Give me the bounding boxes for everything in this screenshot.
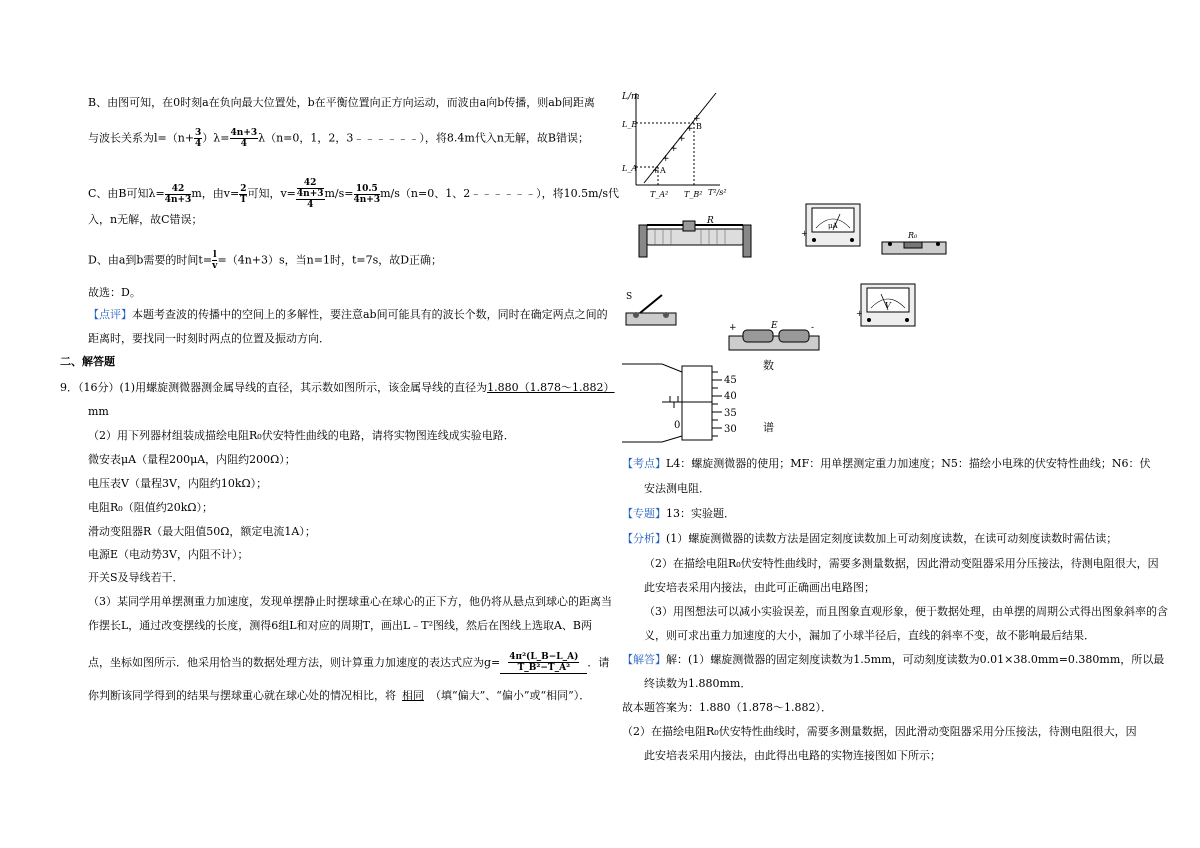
question-9-part3-line3: 点，坐标如图所示．他采用恰当的数据处理方法，则计算重力加速度的表达式应为g= $\frac{\text{4π²(L\_B−L\_A)}}{\text{T\_B²−T\_A²}}$ ．请 (88, 652, 610, 673)
option-b-line1: B、由图可知，在0时刻a在负向最大位置处，b在平衡位置向正方向运动，而波由a向b传播，则ab间距离 (88, 96, 595, 109)
micrometer-mark: 45 (724, 375, 737, 386)
fenxi-tag: 【分析】 (622, 532, 666, 545)
question-9-unit: mm (88, 405, 109, 418)
zhuanti-tag: 【专题】 (622, 507, 666, 520)
rheostat-figure (635, 215, 755, 265)
figure-note: 数 (763, 359, 774, 372)
answer-blank: 1.880（1.878～1.882） (487, 381, 615, 394)
answer-blank: 相同 (402, 689, 424, 702)
data-point: + (652, 166, 660, 176)
jieda-line4: （2）在描绘电阻R₀伏安特性曲线时，需要多测量数据，因此滑动变阻器采用分压接法，待测电阻很大，因 (622, 725, 1137, 738)
point-b-label: B (696, 122, 702, 131)
jieda-line3: 故本题答案为：1.880（1.878～1.882）． (622, 701, 832, 714)
question-9-part3-line1: （3）某同学用单摆测重力加速度，发现单摆静止时摆球重心在球心的正下方，他仍将从悬点到球心的距离当 (88, 595, 612, 608)
micrometer-mark: 40 (724, 391, 737, 402)
fenxi-line2: （2）在描绘电阻R₀伏安特性曲线时，需要多测量数据，因此滑动变阻器采用分压接法，待测电阻很大，因 (644, 557, 1159, 570)
data-point: + (693, 114, 701, 124)
section-heading: 二、解答题 (60, 355, 115, 368)
gravity-formula: $\frac{\text{4π²(L\_B−L\_A)}}{\text{T\_B²−T\_A²}}$ (500, 652, 587, 674)
r0-label: R₀ (908, 231, 918, 240)
rheostat-label: R (707, 216, 714, 226)
lb-label: L_B (622, 120, 638, 129)
question-9-part2: （2）用下列器材组装成描绘电阻R₀伏安特性曲线的电路，请将实物图连线成实验电路． (88, 429, 515, 442)
option-b-line2: 与波长关系为l=（n+ $\frac{3}{4}$ ）λ= $\frac{4n+3}{4}$ λ（n=0，1，2，3﹣﹣﹣﹣﹣﹣），将8.4m代入n无解，故B错误； (88, 128, 589, 149)
data-point: + (662, 154, 670, 164)
kaodian-line1: 【考点】L4：螺旋测微器的使用；MF：用单摆测定重力加速度；N5：描绘小电珠的伏安特性曲线；N6：伏 (622, 457, 1151, 470)
equipment-item: 滑动变阻器R（最大阻值50Ω，额定电流1A）； (88, 525, 316, 538)
tb-label: T_B² (684, 190, 703, 199)
fenxi-line4: （3）用图想法可以减小实验误差，而且图象直观形象，便于数据处理，由单摆的周期公式得出图象斜率的含 (644, 605, 1168, 618)
battery-label: E (771, 321, 778, 331)
fraction: $\frac{4n+3}{4}$ (230, 128, 258, 149)
kaodian-tag: 【考点】 (622, 457, 666, 470)
comment-tag: 【点评】 (88, 308, 132, 321)
y-axis-label: L/m (622, 92, 640, 102)
fenxi-line5: 义，则可求出重力加速度的大小，漏加了小球半径后，直线的斜率不变，故不影响最后结果． (644, 629, 1095, 642)
fenxi-line1: 【分析】(1）螺旋测微器的读数方法是固定刻度读数加上可动刻度读数，在读可动刻度读数时需估读； (622, 532, 1118, 545)
fenxi-line3: 此安培表采用内接法，由此可正确画出电路图； (644, 581, 875, 594)
voltmeter-figure (855, 280, 925, 335)
jieda-tag: 【解答】 (622, 653, 666, 666)
micrometer-zero: 0 (674, 420, 681, 431)
comment-line2: 距离时，要找同一时刻时两点的位置及振动方向． (88, 332, 330, 345)
point-a-label: A (660, 166, 666, 175)
voltmeter-label: V (885, 301, 891, 310)
equipment-item: 开关S及导线若干． (88, 571, 184, 584)
zhuanti-line: 【专题】13：实验题． (622, 507, 735, 520)
equipment-item: 电压表V（量程3V，内阻约10kΩ）； (88, 477, 268, 490)
battery-figure (725, 318, 825, 354)
fraction: $\frac{l}{v}$ (212, 250, 218, 271)
jieda-line1: 【解答】解：(1）螺旋测微器的固定刻度读数为1.5mm，可动刻度读数为0.01×38.0mm=0.380mm，所以最 (622, 653, 1165, 666)
fraction: $\frac{10.5}{4n+3}$ (353, 183, 381, 205)
jieda-line5: 此安培表采用内接法，由此得出电路的实物连接图如下所示； (644, 749, 941, 762)
switch-label: S (626, 292, 633, 302)
micrometer-mark: 35 (724, 408, 737, 419)
micrometer-mark: 30 (724, 424, 737, 435)
switch-figure (622, 285, 682, 330)
svg-text:-: - (811, 323, 815, 333)
equipment-item: 电源E（电动势3V，内阻不计）； (88, 548, 249, 561)
svg-text:+: + (729, 323, 737, 333)
svg-text:+: + (856, 309, 863, 318)
micrometer-figure (622, 358, 772, 448)
option-d-line: D、由a到b需要的时间t= $\frac{l}{v}$ =（4n+3）s，当n=1时，t=7s，故D正确； (88, 250, 443, 271)
svg-text:+: + (801, 229, 808, 238)
answer-line: 故选：D。 (88, 286, 141, 299)
fraction: 42 4n+3 4 (296, 178, 324, 210)
fraction: $\frac{2}{T}$ (239, 183, 247, 205)
option-c-line2: 入，n无解，故C错误； (88, 213, 203, 226)
la-label: L_A (622, 164, 638, 173)
ta-label: T_A² (650, 190, 669, 199)
fraction: $\frac{3}{4}$ (195, 128, 202, 149)
l-t2-graph (620, 85, 730, 205)
figure-note: 谱 (763, 421, 774, 434)
fraction: $\frac{42}{4n+3}$ (164, 183, 192, 205)
question-9-part3-line2: 作摆长L，通过改变摆线的长度，测得6组L和对应的周期T，画出L﹣T²图线，然后在图线上选取A、B两 (88, 619, 593, 632)
kaodian-line2: 安法测电阻． (644, 482, 710, 495)
question-9-part3-line4: 你判断该同学得到的结果与摆球重心就在球心处的情况相比，将 相同 （填“偏大”、“偏小”或“相同”）． (88, 689, 591, 702)
data-point: + (670, 144, 678, 154)
question-9-line1: 9．（16分）(1)用螺旋测微器测金属导线的直径，其示数如图所示，该金属导线的直径为1.880（1.878～1.882） (60, 381, 615, 394)
microammeter-label: μA (828, 222, 838, 230)
x-axis-label: T²/s² (708, 188, 727, 197)
comment-line1: 【点评】本题考查波的传播中的空间上的多解性，要注意ab间可能具有的波长个数，同时在确定两点之间的 (88, 308, 608, 321)
data-point: + (678, 134, 686, 144)
resistor-r0-figure (880, 228, 950, 258)
microammeter-figure (800, 200, 870, 255)
data-point: + (686, 124, 694, 134)
equipment-item: 微安表μA（量程200μA，内阻约200Ω）； (88, 453, 296, 466)
jieda-line2: 终读数为1.880mm． (644, 677, 752, 690)
equipment-item: 电阻R₀（阻值约20kΩ）； (88, 501, 213, 514)
option-c-line1: C、由B可知λ= $\frac{42}{4n+3}$ m，由v= $\frac{2}{T}$ 可知，v= 42 4n+3 4 m/s= $\frac{10.5}{4n+3}$ m/s（n=0、1、2﹣﹣﹣﹣﹣﹣），将10.5m/s代 (88, 178, 619, 210)
